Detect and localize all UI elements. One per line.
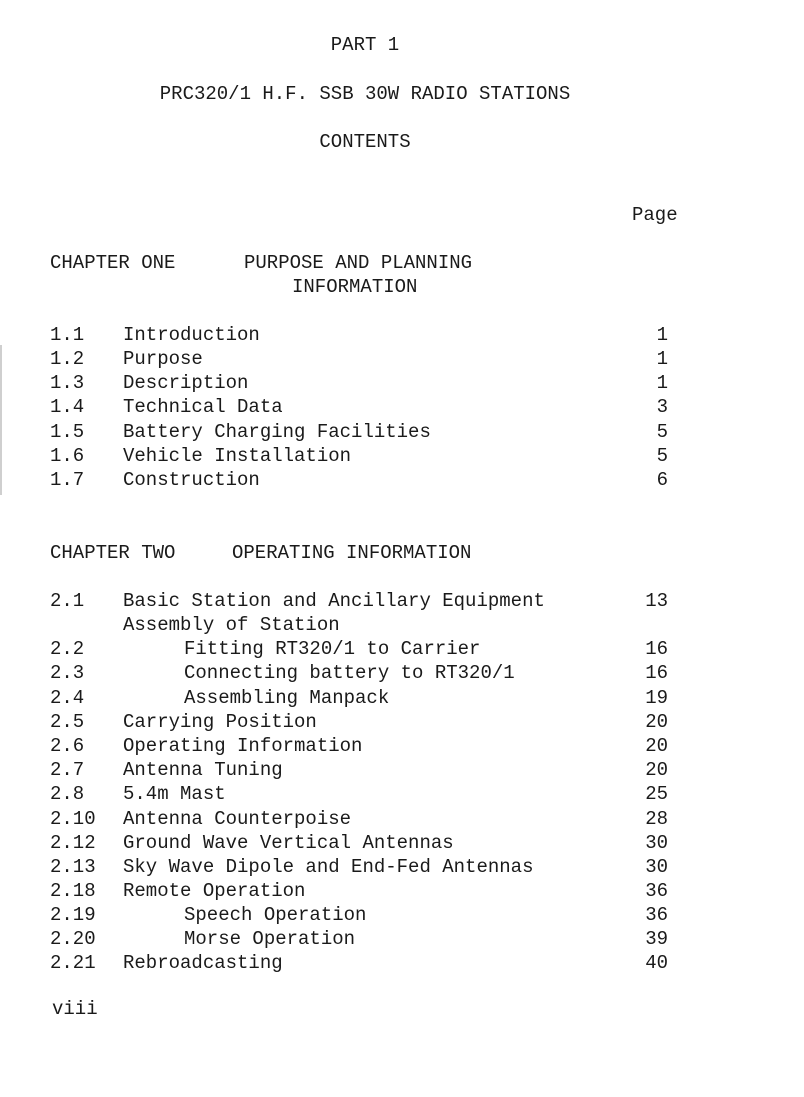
chapter-one-title-line2: INFORMATION — [292, 276, 418, 298]
section-page: 16 — [645, 638, 668, 660]
section-title: Morse Operation — [184, 928, 356, 950]
section-title: Vehicle Installation — [123, 445, 352, 467]
section-title: Introduction — [123, 324, 260, 346]
section-number: 2.18 — [50, 880, 96, 902]
section-page: 36 — [645, 904, 668, 926]
section-page: 6 — [656, 469, 668, 491]
toc-row — [0, 444, 804, 468]
chapter-one-title-line1: PURPOSE AND PLANNING — [244, 252, 473, 274]
toc-row — [0, 927, 804, 951]
section-title: Rebroadcasting — [123, 952, 283, 974]
section-number: 2.20 — [50, 928, 96, 950]
section-number: 2.1 — [50, 590, 85, 612]
footer-page-number: viii — [52, 998, 98, 1020]
section-title: Purpose — [123, 348, 203, 370]
toc-row — [0, 323, 804, 347]
section-number: 2.8 — [50, 783, 85, 805]
chapter-two-label: CHAPTER TWO — [50, 542, 176, 564]
section-number: 2.10 — [50, 808, 96, 830]
chapter-two-title: OPERATING INFORMATION — [232, 542, 472, 564]
section-number: 2.21 — [50, 952, 96, 974]
section-title: Speech Operation — [184, 904, 367, 926]
section-page: 1 — [656, 372, 668, 394]
section-title: Sky Wave Dipole and End-Fed Antennas — [123, 856, 534, 878]
section-number: 1.2 — [50, 348, 85, 370]
toc-row — [0, 879, 804, 903]
section-number: 2.6 — [50, 735, 85, 757]
toc-row — [0, 710, 804, 734]
section-page: 20 — [645, 759, 668, 781]
toc-row — [0, 734, 804, 758]
section-number: 1.6 — [50, 445, 85, 467]
section-title: Battery Charging Facilities — [123, 421, 431, 443]
section-title: Basic Station and Ancillary Equipment — [123, 590, 545, 612]
toc-row — [0, 661, 804, 685]
toc-row — [0, 807, 804, 831]
section-page: 3 — [656, 396, 668, 418]
toc-row — [0, 951, 804, 975]
section-title: 5.4m Mast — [123, 783, 226, 805]
section-page: 1 — [656, 324, 668, 346]
toc-row — [0, 613, 804, 637]
section-title: Operating Information — [123, 735, 363, 757]
section-title: Assembling Manpack — [184, 687, 390, 709]
toc-row — [0, 347, 804, 371]
toc-row — [0, 395, 804, 419]
section-title: Construction — [123, 469, 260, 491]
toc-row — [0, 637, 804, 661]
section-page: 5 — [656, 445, 668, 467]
section-number: 2.12 — [50, 832, 96, 854]
section-title: Technical Data — [123, 396, 283, 418]
section-title: Assembly of Station — [123, 614, 340, 636]
section-page: 20 — [645, 711, 668, 733]
section-number: 2.2 — [50, 638, 85, 660]
toc-row — [0, 371, 804, 395]
toc-row — [0, 589, 804, 613]
section-number: 1.3 — [50, 372, 85, 394]
toc-row — [0, 855, 804, 879]
section-number: 1.4 — [50, 396, 85, 418]
section-number: 1.7 — [50, 469, 85, 491]
toc-row — [0, 831, 804, 855]
section-page: 40 — [645, 952, 668, 974]
section-page: 39 — [645, 928, 668, 950]
section-page: 30 — [645, 832, 668, 854]
toc-row — [0, 420, 804, 444]
section-number: 2.3 — [50, 662, 85, 684]
part-heading: PART 1 — [330, 34, 400, 56]
section-page: 13 — [645, 590, 668, 612]
chapter-one-label: CHAPTER ONE — [50, 252, 176, 274]
document-title: PRC320/1 H.F. SSB 30W RADIO STATIONS — [159, 83, 571, 105]
section-number: 1.1 — [50, 324, 85, 346]
section-number: 2.13 — [50, 856, 96, 878]
toc-row — [0, 468, 804, 492]
section-number: 1.5 — [50, 421, 85, 443]
toc-row — [0, 782, 804, 806]
section-page: 25 — [645, 783, 668, 805]
section-page: 30 — [645, 856, 668, 878]
section-number: 2.4 — [50, 687, 85, 709]
section-number: 2.7 — [50, 759, 85, 781]
section-title: Ground Wave Vertical Antennas — [123, 832, 454, 854]
section-number: 2.19 — [50, 904, 96, 926]
section-page: 20 — [645, 735, 668, 757]
section-number: 2.5 — [50, 711, 85, 733]
section-page: 16 — [645, 662, 668, 684]
page-column-label: Page — [632, 204, 678, 226]
section-page: 28 — [645, 808, 668, 830]
section-title: Connecting battery to RT320/1 — [184, 662, 515, 684]
section-title: Carrying Position — [123, 711, 317, 733]
section-title: Antenna Counterpoise — [123, 808, 352, 830]
section-title: Fitting RT320/1 to Carrier — [184, 638, 481, 660]
section-page: 5 — [656, 421, 668, 443]
section-page: 36 — [645, 880, 668, 902]
section-title: Remote Operation — [123, 880, 306, 902]
contents-heading: CONTENTS — [319, 131, 411, 153]
section-page: 19 — [645, 687, 668, 709]
section-title: Description — [123, 372, 249, 394]
toc-row — [0, 758, 804, 782]
toc-row — [0, 686, 804, 710]
section-page: 1 — [656, 348, 668, 370]
section-title: Antenna Tuning — [123, 759, 283, 781]
toc-row — [0, 903, 804, 927]
